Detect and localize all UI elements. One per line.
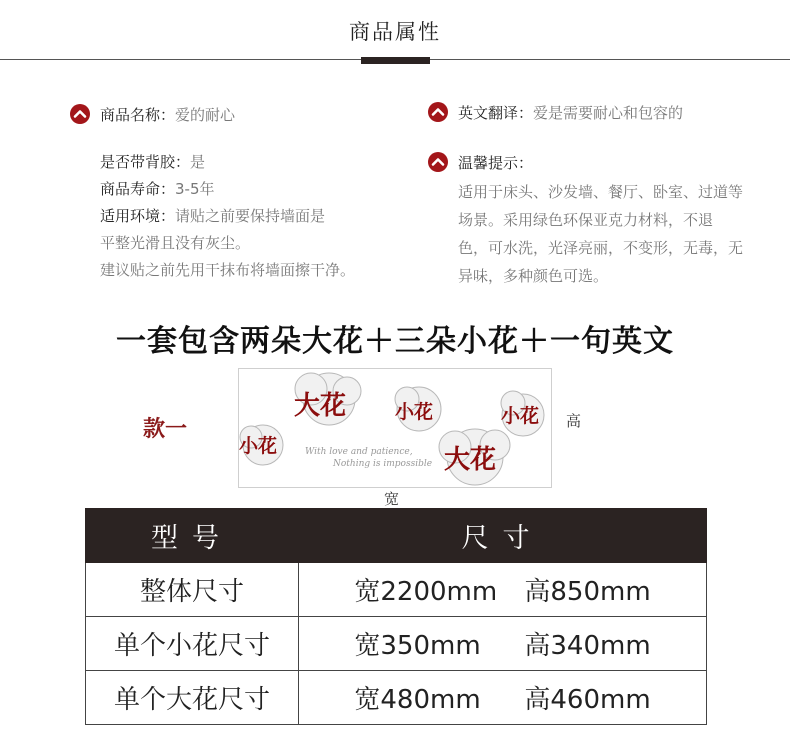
attr-label: 英文翻译： [458,104,534,122]
table-cell-size [299,671,707,725]
flower-outlines-icon [239,369,551,487]
chevron-up-icon [428,102,448,122]
english-phrase: Nothing is impossible [333,459,433,469]
size-height: 高460mm [524,685,651,715]
attr-environment-cont: 建议贴之前先用干抹布将墙面擦干净。 [100,261,356,279]
tip-line: 色，可水洗，光泽亮丽，不变形，无毒，无 [458,239,744,257]
attr-label: 是否带背胶： [100,153,191,171]
size-width: 宽480mm [354,685,481,715]
table-row [86,671,707,725]
style-label: 款一 [143,417,188,442]
table-cell-size [299,617,707,671]
flower-label: 大花 [294,391,347,421]
sticker-preview [238,368,552,488]
flower-label: 小花 [239,435,278,457]
attr-adhesive [100,152,205,172]
attr-value: 是 [190,153,206,171]
attr-label: 商品名称： [100,106,176,124]
attr-label: 适用环境： [100,207,176,225]
attr-label: 温馨提示： [458,154,534,172]
attr-tips [458,153,533,173]
table-cell-size [299,563,707,617]
tip-line: 适用于床头、沙发墙、餐厅、卧室、过道等 [458,183,744,201]
table-cell-name: 单个大花尺寸 [86,671,299,725]
header-accent-bar [361,57,430,64]
english-phrase: With love and patience, [305,447,413,457]
attr-environment-cont: 平整光滑且没有灰尘。 [100,234,251,252]
table-row [86,617,707,671]
size-width: 宽350mm [354,631,481,661]
flower-label: 小花 [395,401,434,423]
table-header-size: 尺寸 [299,509,707,563]
package-headline: 一套包含两朵大花＋三朵小花＋一句英文 [116,324,674,359]
table-header-model: 型号 [86,509,299,563]
tip-line: 场景。采用绿色环保亚克力材料，不退 [458,211,714,229]
table-header-row [86,509,707,563]
attr-label: 商品寿命： [100,180,176,198]
attr-value: 爱是需要耐心和包容的 [533,104,684,122]
attr-english-translation [458,103,683,123]
flower-label: 小花 [501,405,540,427]
dimension-width-label: 宽 [384,490,400,508]
attr-value: 3-5年 [175,180,215,198]
attr-product-name [100,105,235,125]
tip-line: 异味，多种颜色可选。 [458,267,609,285]
size-height: 高340mm [524,631,651,661]
flower-label: 大花 [444,445,497,475]
attr-environment [100,206,325,226]
size-table [85,508,707,725]
table-row [86,563,707,617]
chevron-up-icon [70,104,90,124]
chevron-up-icon [428,152,448,172]
dimension-height-label: 高 [566,412,582,430]
size-width: 宽2200mm [354,577,498,607]
tips-text [458,178,788,290]
attr-value: 请贴之前要保持墙面是 [175,207,326,225]
attr-lifespan [100,179,215,199]
table-cell-name: 单个小花尺寸 [86,617,299,671]
section-title: 商品属性 [349,20,441,44]
size-height: 高850mm [524,577,651,607]
table-cell-name: 整体尺寸 [86,563,299,617]
attr-value: 爱的耐心 [175,106,236,124]
